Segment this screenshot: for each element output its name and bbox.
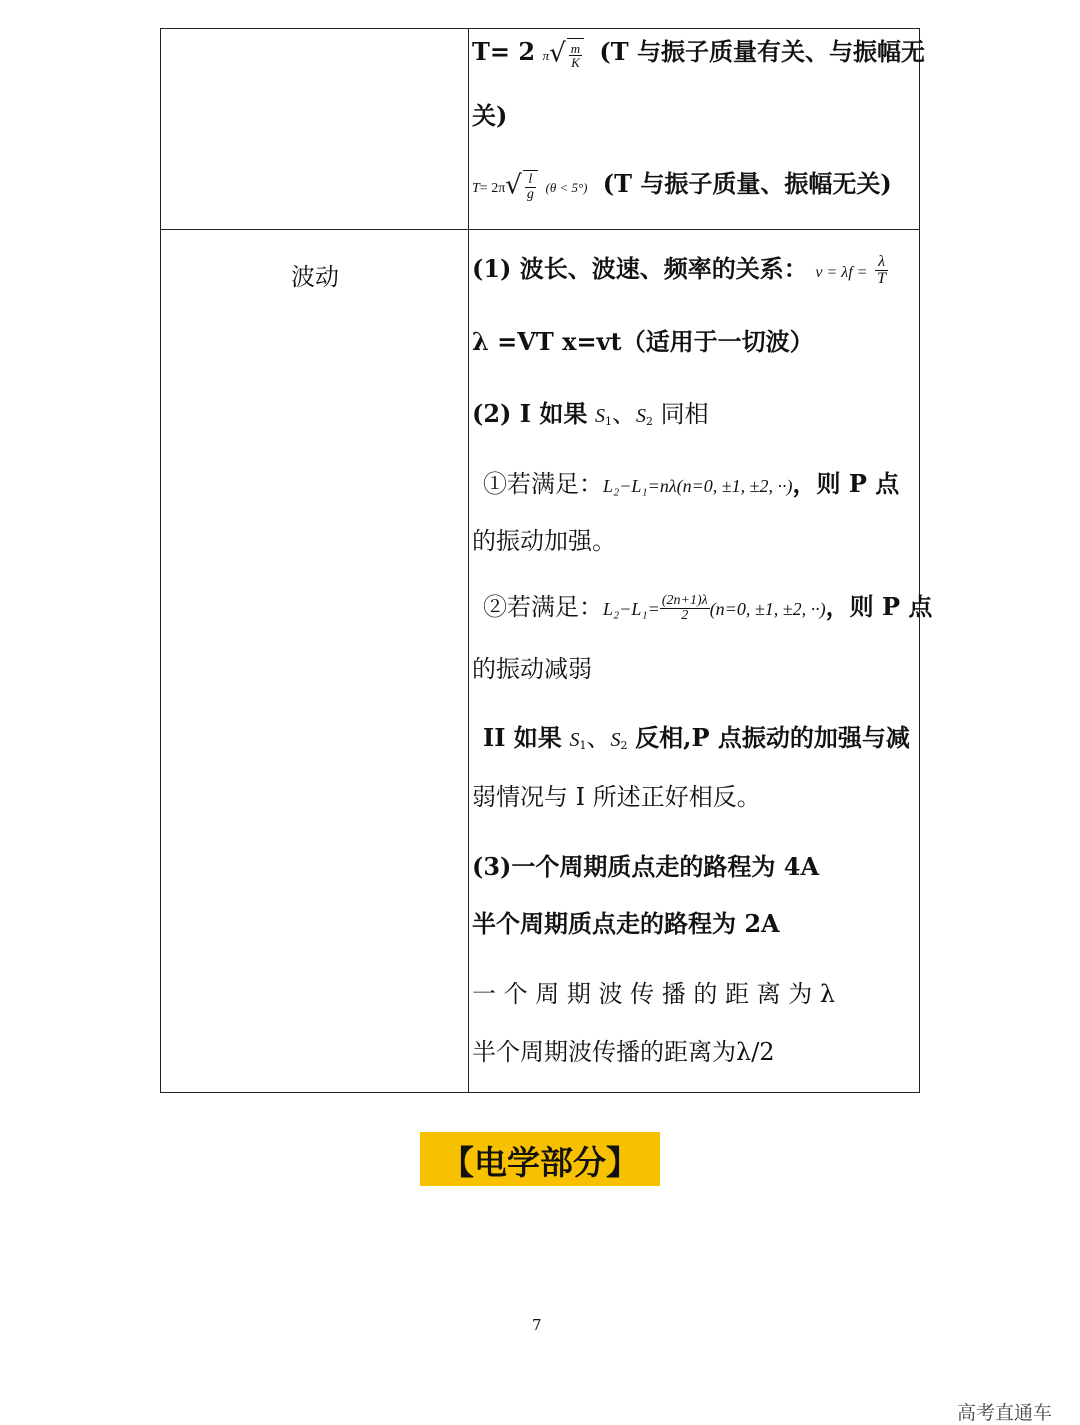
- full-period-path: (3)一个周期质点走的路程为 4A: [472, 852, 820, 881]
- destructive-formula-a: L₂−L₁=: [603, 599, 660, 619]
- anti-phase-result: 弱情况与 I 所述正好相反。: [472, 783, 761, 811]
- lambda-over-t-fraction: [875, 254, 888, 287]
- sqrt-body: [523, 170, 538, 202]
- half-wavelength-fraction: [660, 594, 710, 623]
- destructive-formula-b: (n=0, ±1, ±2, ··): [709, 599, 826, 619]
- spring-period-line: [472, 37, 925, 71]
- anti-phase-prefix: II 如果: [483, 723, 562, 752]
- frac-num-lambda: λ: [875, 254, 888, 271]
- s2-subscript: 2: [620, 739, 628, 752]
- column-divider: [468, 29, 469, 1092]
- wave-relation-formula: v = λf =: [815, 264, 868, 281]
- m-over-k-fraction: [569, 42, 582, 69]
- period-prefix: T= 2: [472, 37, 536, 66]
- sqrt-sign: √: [549, 38, 566, 69]
- wavelength-formula-line: λ =VT x=vt（适用于一切波）: [472, 327, 814, 356]
- in-phase-suffix: 同相: [660, 400, 709, 428]
- s1-subscript: 1: [605, 415, 612, 428]
- wave-relation-text: (1) 波长、波速、频率的关系：: [472, 254, 808, 283]
- constructive-line: [483, 469, 899, 501]
- row-label-wave: 波动: [291, 263, 339, 291]
- s2-subscript: 2: [646, 415, 653, 428]
- pendulum-eq: = 2π: [479, 181, 506, 196]
- full-period-distance: 一 个 周 期 波 传 播 的 距 离 为 λ: [472, 980, 836, 1008]
- constructive-formula: L₂−L₁=nλ(n=0, ±1, ±2, ··): [603, 476, 793, 496]
- constructive-prefix: ①若满足：: [483, 470, 603, 498]
- destructive-suffix: ，则 P 点: [825, 592, 933, 621]
- watermark: 高考直通车: [956, 1402, 1052, 1424]
- half-period-distance: 半个周期波传播的距离为λ/2: [472, 1038, 775, 1066]
- s1-symbol: S: [569, 729, 580, 751]
- destructive-prefix: ②若满足：: [483, 593, 603, 621]
- spring-period-note-cont: 关): [472, 101, 508, 130]
- frac-num-2n1: (2n+1)λ: [661, 593, 708, 608]
- frac-num-l: l: [525, 173, 536, 188]
- sqrt-sign: √: [505, 170, 522, 201]
- in-phase-prefix: (2) I 如果: [472, 399, 588, 428]
- in-phase-line: [472, 399, 709, 437]
- constructive-result: 的振动加强。: [472, 527, 616, 555]
- section-banner-text: 【电学部分】: [441, 1143, 639, 1182]
- pendulum-period-line: [472, 169, 892, 204]
- half-period-path: 半个周期质点走的路程为 2A: [472, 909, 780, 938]
- page-number: 7: [532, 1316, 542, 1334]
- frac-den-t: T: [877, 270, 887, 287]
- s1-symbol: S: [595, 405, 605, 427]
- pi-symbol: π: [542, 48, 550, 63]
- content-table: [160, 28, 933, 1093]
- row-divider: [161, 229, 919, 230]
- constructive-suffix: ，则 P 点: [792, 469, 900, 498]
- spring-period-note: (T 与振子质量有关、与振幅无: [599, 37, 925, 66]
- s2-symbol: S: [610, 729, 621, 751]
- s1-subscript: 1: [579, 739, 587, 752]
- angle-condition: (θ < 5°): [545, 180, 588, 195]
- sqrt-body: [567, 38, 584, 69]
- frac-num-m: m: [570, 41, 581, 56]
- wave-relation-line: [472, 254, 888, 288]
- s2-symbol: S: [636, 405, 646, 427]
- separator: 、: [586, 724, 611, 752]
- destructive-line: [483, 592, 932, 624]
- separator: 、: [612, 400, 636, 428]
- anti-phase-suffix: 反相,P 点振动的加强与减: [635, 723, 910, 752]
- section-banner: [420, 1132, 660, 1186]
- pendulum-note: (T 与振子质量、振幅无关): [602, 169, 892, 198]
- frac-den-2: 2: [681, 608, 689, 623]
- destructive-result: 的振动减弱: [472, 655, 592, 683]
- l-over-g-fraction: [525, 173, 536, 202]
- anti-phase-line: [483, 723, 910, 761]
- frac-den-k: K: [571, 55, 580, 70]
- pendulum-T: T: [472, 181, 480, 196]
- frac-den-g: g: [526, 186, 534, 202]
